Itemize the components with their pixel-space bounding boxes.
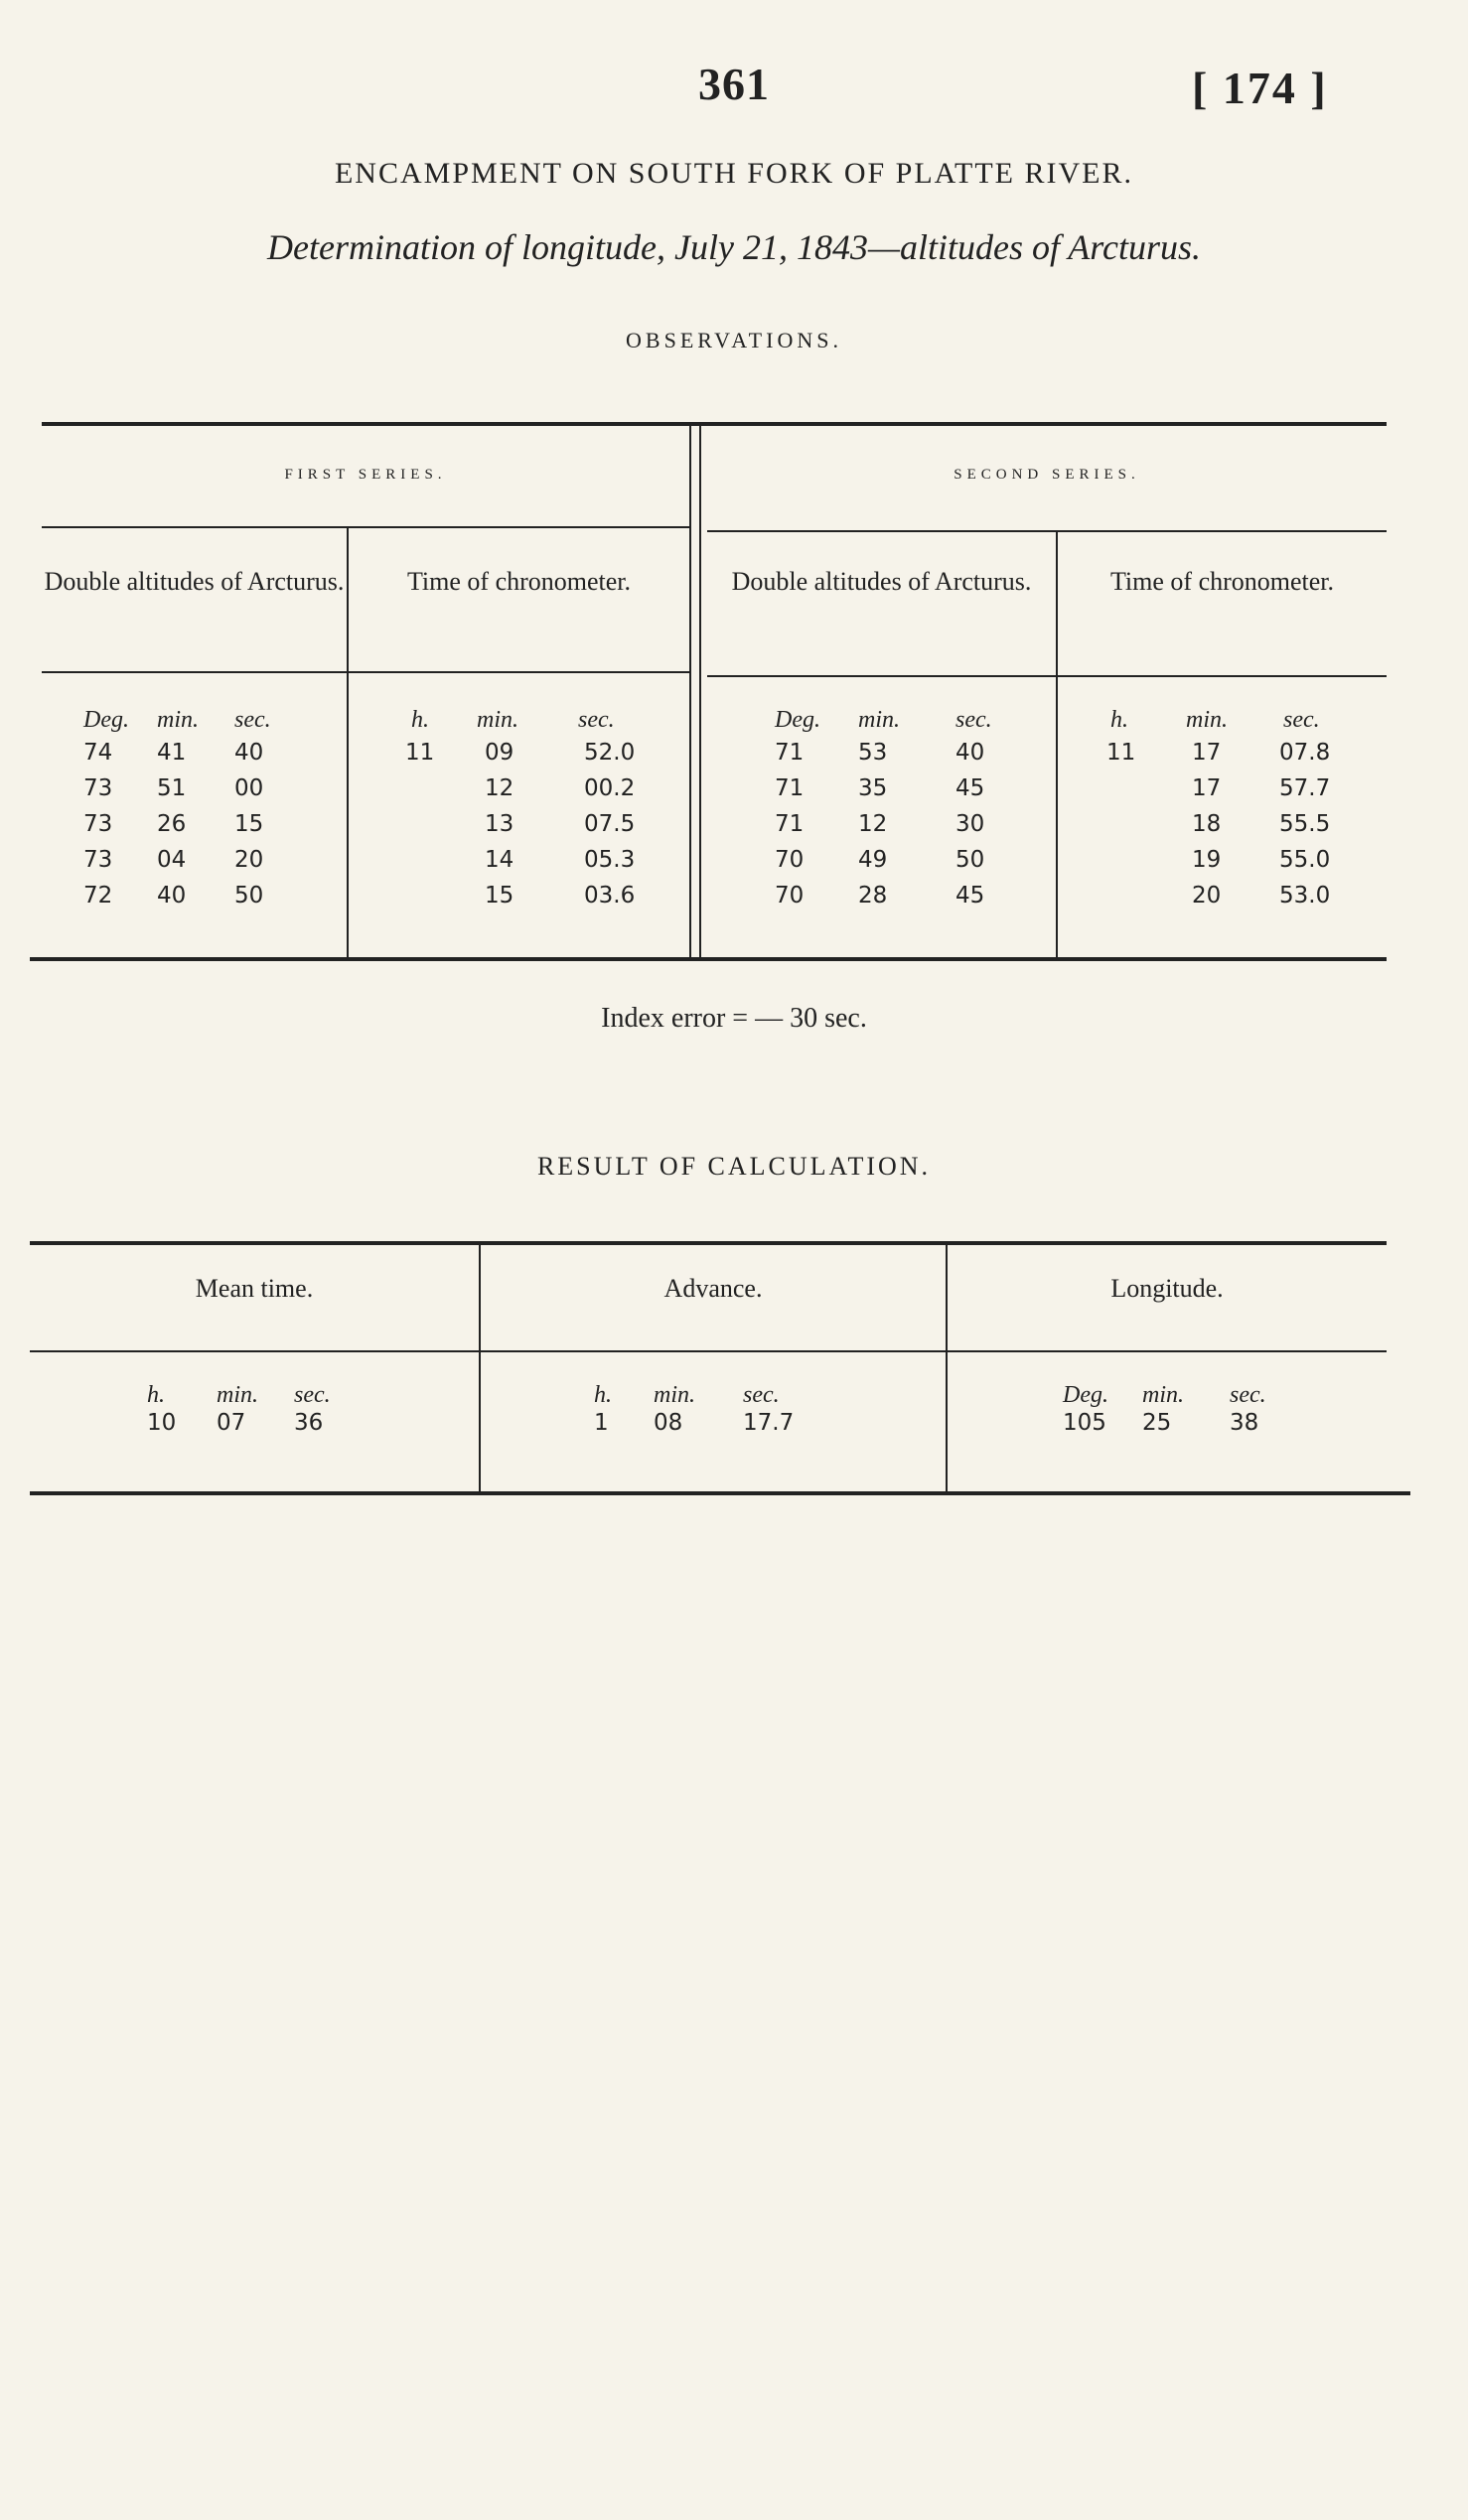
- advance-header: Advance.: [663, 1274, 763, 1303]
- longitude-header: Longitude.: [1110, 1274, 1224, 1303]
- table-row: 14 05.3: [485, 847, 636, 873]
- table-row: 73 51 00: [83, 775, 264, 801]
- page-title: ENCAMPMENT ON SOUTH FORK OF PLATTE RIVER.: [334, 157, 1133, 190]
- units-row: [1110, 707, 1320, 734]
- advance-cell: h. min. sec. 1 08 17.7: [594, 1382, 795, 1436]
- table-row: 70 28 45: [775, 883, 985, 909]
- units-row: [411, 707, 615, 734]
- table-top-rule: [30, 1241, 1387, 1245]
- table-row: 11 17 07.8: [1106, 740, 1331, 766]
- unit-label: h.: [411, 707, 429, 733]
- document-number: [ 174 ]: [1192, 63, 1328, 113]
- table-row: 18 55.5: [1192, 811, 1331, 837]
- unit-label: sec.: [1283, 707, 1320, 733]
- unit-label: sec.: [578, 707, 615, 733]
- rule: [707, 675, 1387, 677]
- units-row: [83, 707, 271, 734]
- first-altitude-column: [83, 735, 263, 913]
- second-series-title: SECOND SERIES.: [954, 467, 1140, 483]
- table-bottom-rule: [30, 957, 1387, 961]
- table-bottom-rule: [30, 1491, 1410, 1495]
- table-row: 20 53.0: [1192, 883, 1331, 909]
- second-altitude-column: [775, 735, 984, 913]
- table-row: 73 04 20: [83, 847, 264, 873]
- rule: [42, 671, 689, 673]
- table-row: 19 55.0: [1192, 847, 1331, 873]
- observations-label: OBSERVATIONS.: [626, 328, 842, 352]
- units-row: [775, 707, 992, 734]
- table-row: 13 07.5: [485, 811, 636, 837]
- unit-label: Deg.: [83, 707, 129, 733]
- longitude-cell: Deg. min. sec. 105 25 38: [1063, 1382, 1266, 1436]
- table-row: 71 53 40: [775, 740, 985, 766]
- second-time-column: [1106, 735, 1330, 913]
- table-row: 72 40 50: [83, 883, 264, 909]
- index-error: Index error = — 30 sec.: [601, 1003, 867, 1034]
- unit-label: min.: [477, 707, 518, 733]
- series-divider: [699, 422, 701, 957]
- first-altitude-header: Double altitudes of Arcturus.: [44, 567, 345, 596]
- table-row: 71 12 30: [775, 811, 985, 837]
- first-time-column: [405, 735, 635, 913]
- first-time-header: Time of chronometer.: [406, 567, 632, 596]
- unit-label: min.: [858, 707, 900, 733]
- unit-label: min.: [157, 707, 199, 733]
- table-row: 17 57.7: [1192, 775, 1331, 801]
- unit-label: min.: [1186, 707, 1228, 733]
- unit-label: Deg.: [775, 707, 820, 733]
- table-row: 74 41 40: [83, 740, 264, 766]
- mean-time-cell: h. min. sec. 10 07 36: [147, 1382, 331, 1436]
- rule: [707, 530, 1387, 532]
- table-row: 11 09 52.0: [405, 740, 636, 766]
- table-row: 70 49 50: [775, 847, 985, 873]
- rule: [948, 1350, 1387, 1352]
- result-label: RESULT OF CALCULATION.: [536, 1152, 932, 1181]
- table-row: 15 03.6: [485, 883, 636, 909]
- page-subtitle: Determination of longitude, July 21, 1843—altitudes of Arcturus.: [267, 227, 1201, 267]
- table-row: 12 00.2: [485, 775, 636, 801]
- table-row: 71 35 45: [775, 775, 985, 801]
- second-altitude-header: Double altitudes of Arcturus.: [731, 567, 1032, 596]
- unit-label: h.: [1110, 707, 1128, 733]
- table-row: 73 26 15: [83, 811, 264, 837]
- second-time-header: Time of chronometer.: [1109, 567, 1335, 596]
- rule: [42, 526, 689, 528]
- first-series-title: FIRST SERIES.: [284, 467, 447, 483]
- unit-label: sec.: [955, 707, 992, 733]
- rule: [481, 1350, 946, 1352]
- table-top-rule: [42, 422, 1387, 426]
- page-number: 361: [698, 59, 770, 109]
- series-divider: [689, 422, 691, 957]
- mean-time-header: Mean time.: [195, 1274, 314, 1303]
- rule: [30, 1350, 479, 1352]
- unit-label: sec.: [234, 707, 271, 733]
